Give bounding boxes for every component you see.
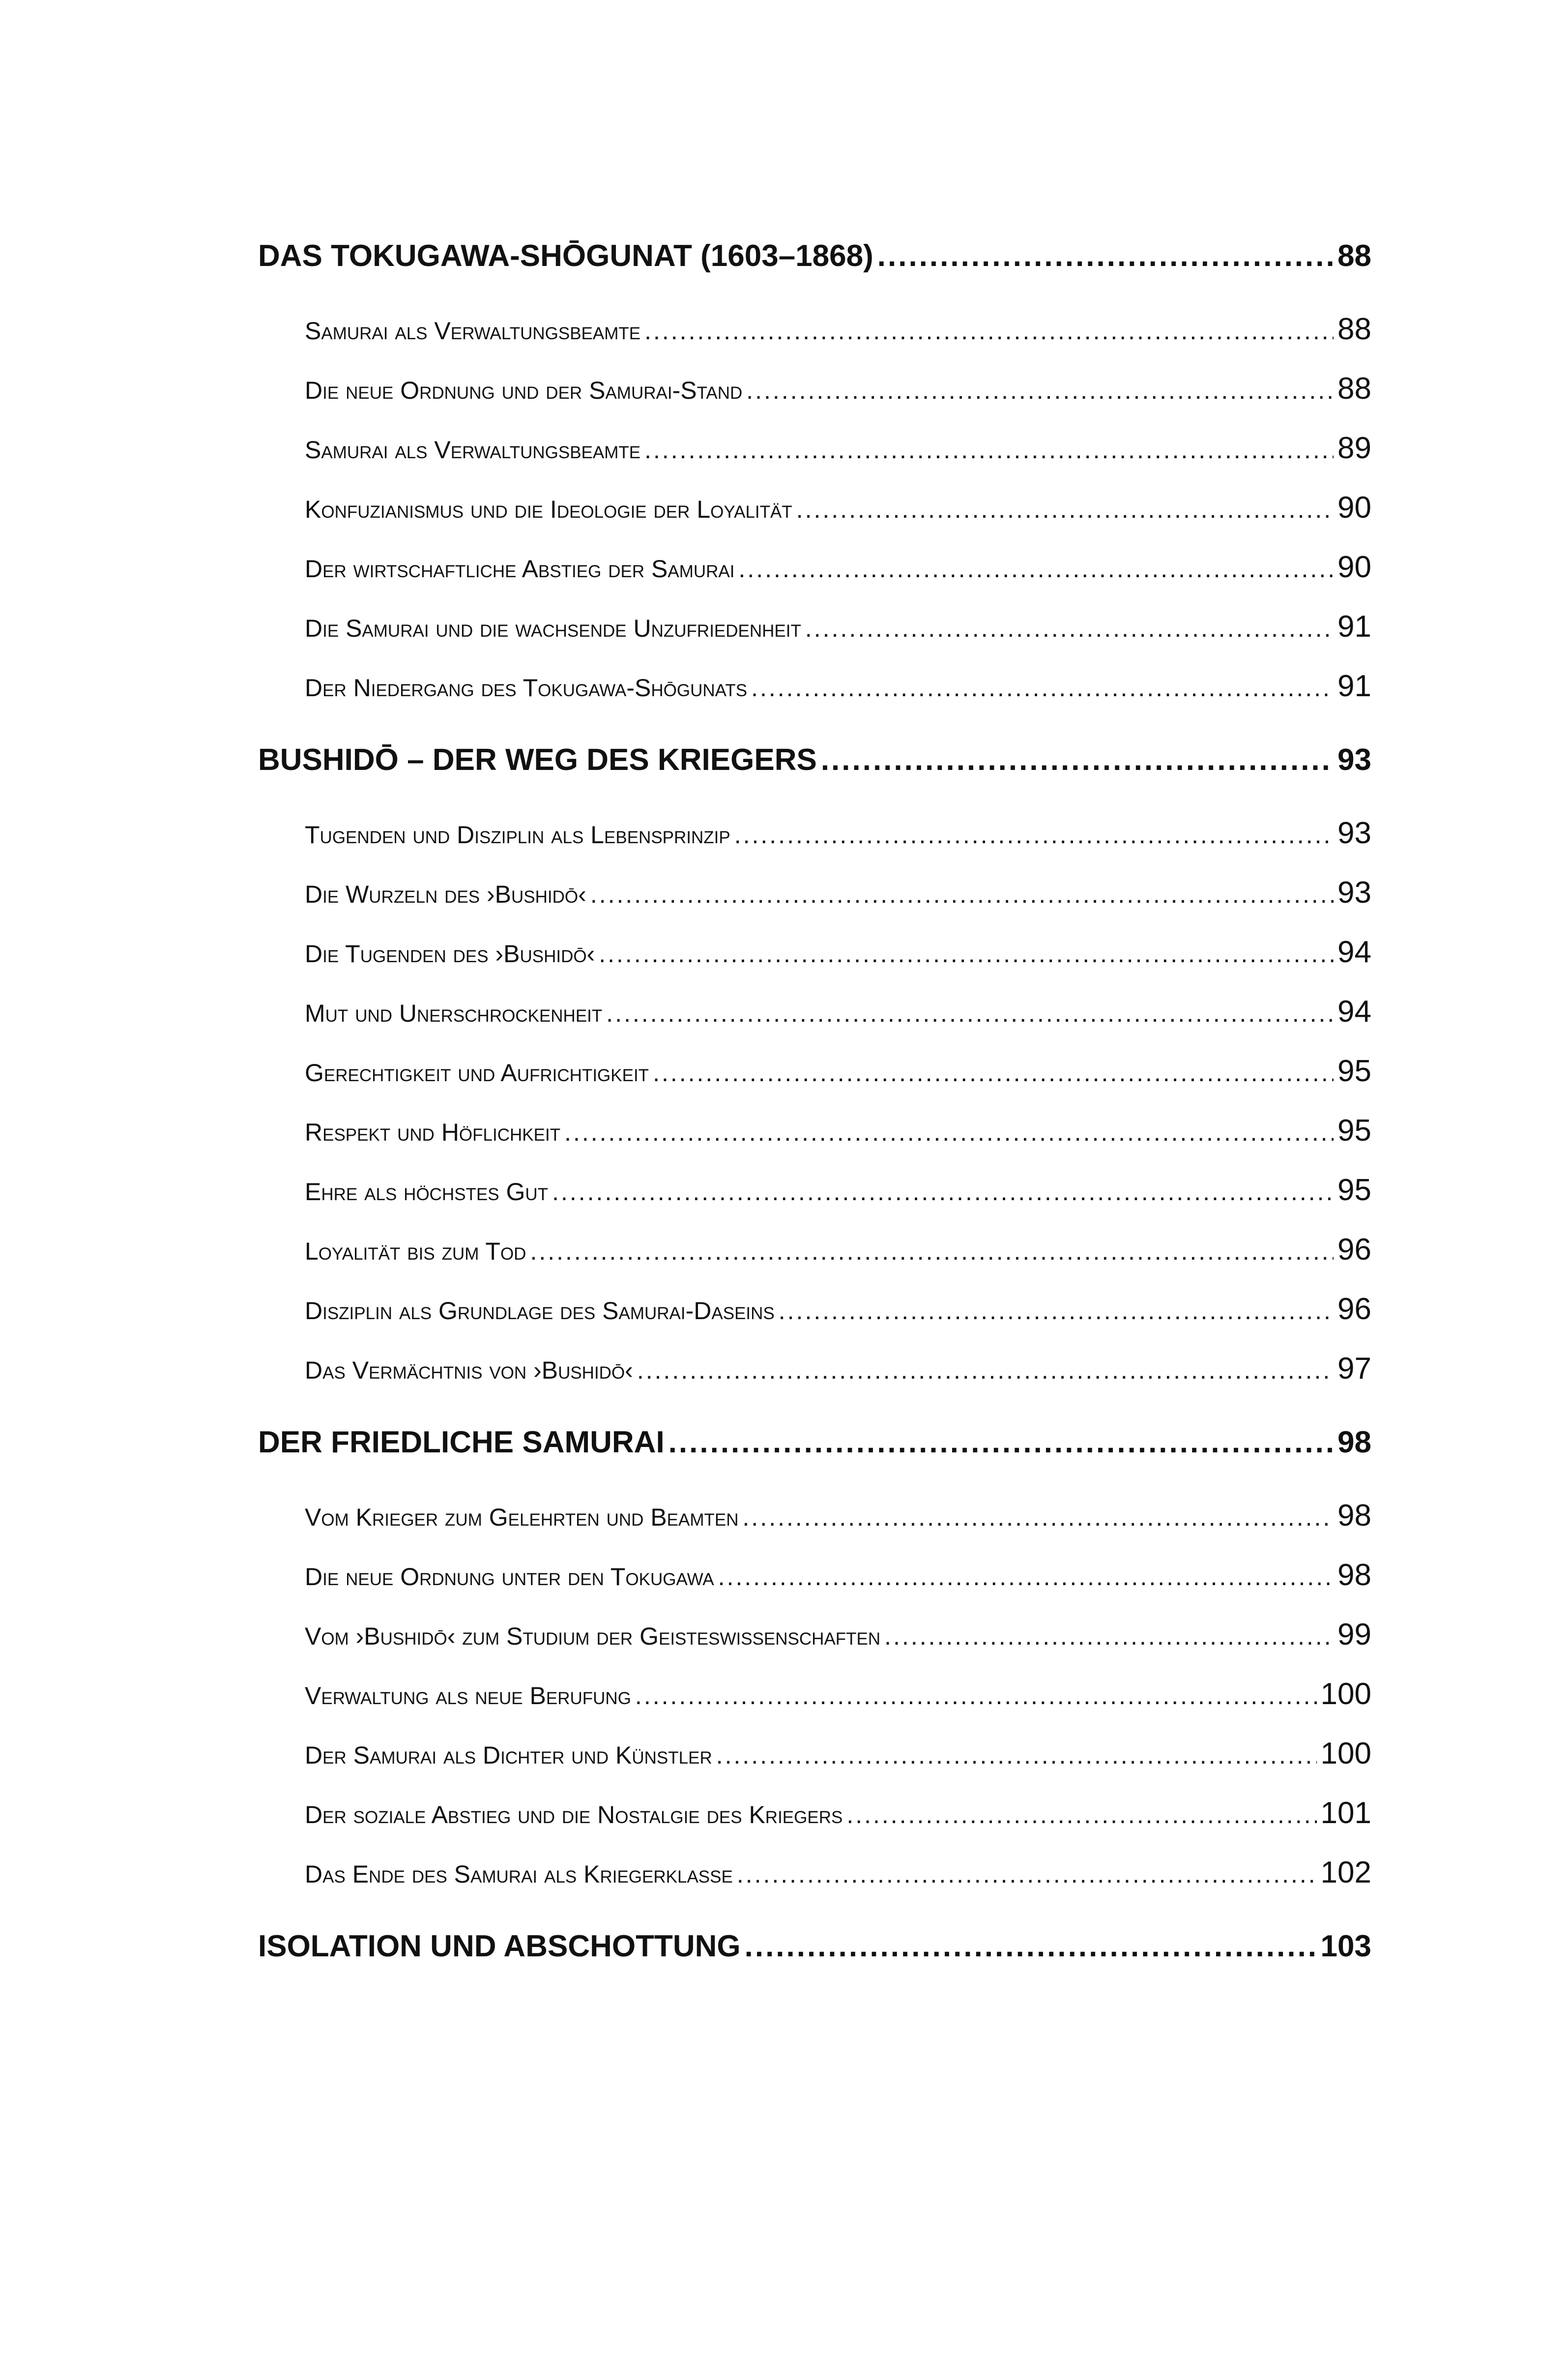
page-number: 88 (1337, 372, 1371, 406)
section-title: Tugenden und Disziplin als Lebensprinzip (305, 821, 730, 849)
section-title: Ehre als höchstes Gut (305, 1178, 549, 1206)
dot-leader (644, 420, 1334, 480)
section-title: Disziplin als Grundlage des Samurai-Daseins (305, 1297, 775, 1325)
dot-leader (738, 539, 1334, 599)
section-title: Gerechtigkeit und Aufrichtigkeit (305, 1059, 649, 1087)
page-number: 93 (1337, 816, 1371, 850)
dot-leader (564, 1103, 1334, 1162)
section-title: Die Tugenden des ›Bushidō‹ (305, 940, 595, 968)
dot-leader (635, 1666, 1317, 1726)
page-number: 99 (1337, 1618, 1371, 1652)
section-title: Mut und Unerschrockenheit (305, 1000, 603, 1027)
page-number: 101 (1320, 1796, 1371, 1830)
dot-leader (805, 599, 1334, 658)
toc-section-entry[interactable] (258, 803, 1371, 863)
dot-leader (884, 1607, 1334, 1666)
section-title: Der wirtschaftliche Abstieg der Samurai (305, 555, 735, 583)
section-title: Respekt und Höflichkeit (305, 1119, 561, 1146)
toc-section-entry[interactable] (258, 537, 1371, 597)
dot-leader (668, 1415, 1334, 1470)
page-number: 103 (1320, 1929, 1371, 1963)
section-title: Samurai als Verwaltungsbeamte (305, 317, 641, 345)
dot-leader (716, 1726, 1317, 1785)
section-title: Das Vermächtnis von ›Bushidō‹ (305, 1357, 633, 1384)
section-title: Das Ende des Samurai als Kriegerklasse (305, 1860, 733, 1888)
section-title: Verwaltung als neue Berufung (305, 1682, 631, 1710)
page-number: 88 (1337, 239, 1371, 273)
page-number: 97 (1337, 1352, 1371, 1386)
dot-leader (637, 1341, 1334, 1400)
section-title: Der Niedergang des Tokugawa-Shōgunats (305, 674, 748, 702)
toc-section-entry[interactable] (258, 1041, 1371, 1101)
page-number: 91 (1337, 610, 1371, 644)
page-number: 91 (1337, 669, 1371, 703)
section-title: Loyalität bis zum Tod (305, 1238, 526, 1265)
toc-chapter-entry[interactable] (258, 229, 1371, 284)
dot-leader (751, 658, 1334, 718)
dot-leader (590, 865, 1334, 924)
toc-section-entry[interactable] (258, 656, 1371, 716)
dot-leader (718, 1547, 1334, 1607)
page-number: 90 (1337, 550, 1371, 584)
dot-leader (734, 805, 1334, 865)
page-number: 98 (1337, 1558, 1371, 1592)
dot-leader (877, 229, 1334, 284)
section-list (258, 299, 1371, 716)
toc-section-entry[interactable] (258, 982, 1371, 1041)
dot-leader (530, 1222, 1334, 1281)
toc-section-entry[interactable] (258, 1843, 1371, 1902)
section-list (258, 1486, 1371, 1902)
section-title: Samurai als Verwaltungsbeamte (305, 436, 641, 464)
page-number: 102 (1320, 1856, 1371, 1889)
toc-chapter-entry[interactable] (258, 733, 1371, 788)
dot-leader (821, 733, 1334, 788)
section-title: Die Wurzeln des ›Bushidō‹ (305, 881, 586, 908)
toc-section-entry[interactable] (258, 863, 1371, 922)
section-title: Der Samurai als Dichter und Künstler (305, 1741, 712, 1769)
toc-section-entry[interactable] (258, 597, 1371, 656)
page-number: 100 (1320, 1737, 1371, 1770)
dot-leader (746, 361, 1334, 420)
toc-section-entry[interactable] (258, 1783, 1371, 1843)
toc-section-entry[interactable] (258, 1545, 1371, 1605)
page-number: 93 (1337, 876, 1371, 910)
section-title: Der soziale Abstieg und die Nostalgie des Kriegers (305, 1801, 843, 1829)
section-title: Konfuzianismus und die Ideologie der Loyalität (305, 496, 792, 523)
toc-section-entry[interactable] (258, 1220, 1371, 1279)
page-number: 96 (1337, 1292, 1371, 1326)
page-number: 98 (1337, 1425, 1371, 1459)
chapter-title: BUSHIDŌ – DER WEG DES KRIEGERS (258, 743, 817, 777)
page-number: 90 (1337, 491, 1371, 525)
toc-section-entry[interactable] (258, 299, 1371, 359)
dot-leader (779, 1281, 1334, 1341)
chapter-title: ISOLATION UND ABSCHOTTUNG (258, 1929, 741, 1963)
toc-section-entry[interactable] (258, 1339, 1371, 1398)
page-number: 95 (1337, 1114, 1371, 1148)
page-number: 89 (1337, 431, 1371, 465)
toc-section-entry[interactable] (258, 1664, 1371, 1724)
section-title: Die neue Ordnung und der Samurai-Stand (305, 377, 743, 404)
section-title: Vom ›Bushidō‹ zum Studium der Geisteswissenschaften (305, 1622, 881, 1650)
page-number: 98 (1337, 1499, 1371, 1533)
section-title: Die neue Ordnung unter den Tokugawa (305, 1563, 714, 1591)
dot-leader (644, 301, 1334, 361)
page-number: 95 (1337, 1173, 1371, 1207)
page-number: 94 (1337, 935, 1371, 969)
toc-section-entry[interactable] (258, 359, 1371, 418)
dot-leader (745, 1919, 1317, 1974)
dot-leader (737, 1845, 1317, 1904)
dot-leader (552, 1162, 1334, 1222)
dot-leader (743, 1488, 1334, 1547)
dot-leader (796, 480, 1334, 539)
toc-section-entry[interactable] (258, 1605, 1371, 1664)
toc-section-entry[interactable] (258, 1101, 1371, 1160)
section-title: Die Samurai und die wachsende Unzufriedenheit (305, 615, 801, 642)
page-number: 96 (1337, 1233, 1371, 1267)
chapter-title: DAS TOKUGAWA-SHŌGUNAT (1603–1868) (258, 239, 873, 273)
page-number: 100 (1320, 1677, 1371, 1711)
dot-leader (599, 924, 1334, 984)
toc-section-entry[interactable] (258, 418, 1371, 478)
toc-chapter-entry[interactable] (258, 1919, 1371, 1974)
toc-section-entry[interactable] (258, 922, 1371, 982)
toc-section-entry[interactable] (258, 1279, 1371, 1339)
dot-leader (606, 984, 1334, 1043)
section-title: Vom Krieger zum Gelehrten und Beamten (305, 1504, 739, 1531)
toc-section-entry[interactable] (258, 1486, 1371, 1545)
dot-leader (846, 1785, 1316, 1845)
dot-leader (653, 1043, 1334, 1103)
toc-section-entry[interactable] (258, 1724, 1371, 1783)
chapter-title: DER FRIEDLICHE SAMURAI (258, 1425, 665, 1459)
toc-section-entry[interactable] (258, 1160, 1371, 1220)
section-list (258, 803, 1371, 1398)
page-number: 93 (1337, 743, 1371, 777)
page-number: 94 (1337, 995, 1371, 1029)
page-number: 95 (1337, 1054, 1371, 1088)
table-of-contents (258, 229, 1371, 1974)
toc-chapter-entry[interactable] (258, 1415, 1371, 1470)
toc-section-entry[interactable] (258, 478, 1371, 537)
page-number: 88 (1337, 312, 1371, 346)
